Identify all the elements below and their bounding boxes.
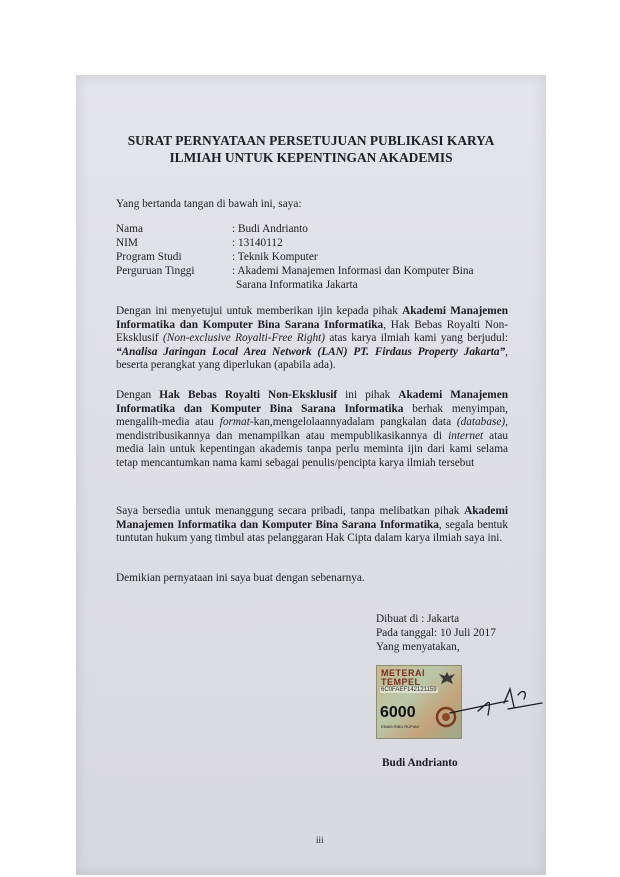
pt-label: Perguruan Tinggi (116, 265, 195, 277)
document-page (76, 75, 546, 875)
para3-text-1: Saya bersedia untuk menanggung secara pribadi, tanpa melibatkan pihak (116, 505, 465, 517)
para2-bold-institution: Akademi Manajemen Informatika dan Komputer Bina Sarana Informatika (116, 389, 508, 415)
document-title (76, 132, 546, 166)
para1-thesis-title: “Analisa Jaringan Local Area Network (LAN) PT. Firdaus Property Jakarta” (116, 345, 506, 358)
stamp-serial-code: 6C0FAEF142121159 (381, 687, 437, 693)
para2-text-2: ini pihak (337, 389, 399, 401)
title-line-1: SURAT PERNYATAAN PERSETUJUAN PUBLIKASI KARYA (127, 133, 495, 148)
title-line-2: ILMIAH UNTUK KEPENTINGAN AKADEMIS (169, 150, 453, 165)
stamp-value-words: ENAM RIBU RUPIAH (381, 724, 420, 729)
signature-place: Dibuat di : Jakarta (376, 613, 460, 625)
para1-text-3: atas karya ilmiah kami yang berjudul: (325, 332, 508, 345)
para2-italic-format: format (219, 416, 250, 429)
intro-text: Yang bertanda tangan di bawah ini, saya: (116, 198, 302, 210)
para2-italic-database: (database) (456, 416, 506, 429)
handwritten-signature (448, 681, 544, 731)
nim-label: NIM (116, 237, 138, 249)
closing-statement: Demikian pernyataan ini saya buat dengan sebenarnya. (116, 572, 365, 584)
paragraph-rights (116, 389, 508, 471)
pt-value-line-2: Sarana Informatika Jakarta (236, 279, 358, 291)
paragraph-liability (116, 505, 508, 546)
stamp-title (381, 669, 425, 687)
pt-value-line-1: : Akademi Manajemen Informasi dan Komputer Bina (232, 265, 474, 277)
stamp-value: 6000 (380, 704, 416, 721)
para2-text-5: , mendistribusikannya dan menampilkan atau mempublikasikannya di (116, 416, 508, 442)
signature-stated: Yang menyatakan, (376, 641, 460, 653)
para2-text-1: Dengan (116, 389, 160, 401)
name-value: : Budi Andrianto (232, 223, 308, 235)
name-label: Nama (116, 223, 143, 235)
para1-bold-institution: Akademi Manajemen Informatika dan Komputer Bina Sarana Informatika (116, 305, 508, 331)
prodi-label: Program Studi (116, 251, 182, 263)
prodi-value: : Teknik Komputer (232, 251, 318, 263)
para2-text-6: atau media lain untuk kepentingan akademis tanpa perlu meminta ijin dari kami selama tetap mencantumkan nama kami sebagai penulis/pencipta karya ilmiah tersebut (116, 429, 509, 469)
stamp-line-1: METERAI (381, 668, 425, 678)
para2-text-4: -kan,mengelolaannyadalam pangkalan data (249, 416, 457, 429)
para1-italic-right: (Non-exclusive Royalti-Free Right) (163, 332, 326, 345)
para2-bold-right: Hak Bebas Royalti Non-Eksklusif (159, 389, 338, 401)
signatory-name: Budi Andrianto (382, 757, 458, 769)
stamp-line-2: TEMPEL (381, 677, 421, 687)
signature-date: Pada tanggal: 10 Juli 2017 (376, 627, 496, 639)
para1-text-1: Dengan ini menyetujui untuk memberikan ijin kepada pihak (116, 305, 403, 317)
para3-text-2: , segala bentuk tuntutan hukum yang timbul atas pelanggaran Hak Cipta dalam karya ilmiah saya ini. (116, 518, 508, 545)
paragraph-consent (116, 305, 508, 373)
para3-bold-institution: Akademi Manajemen Informatika dan Komputer Bina Sarana Informatika (116, 505, 508, 531)
para2-text-3: berhak menyimpan, mengalih-media atau (116, 402, 508, 429)
page-number: iii (316, 835, 324, 845)
para1-text-2: , Hak Bebas Royalti Non-Eksklusif (116, 318, 509, 345)
nim-value: : 13140112 (232, 237, 283, 249)
para1-text-4: , beserta perangkat yang diperlukan (apabila ada). (116, 345, 508, 372)
para2-italic-internet: internet (448, 429, 484, 442)
